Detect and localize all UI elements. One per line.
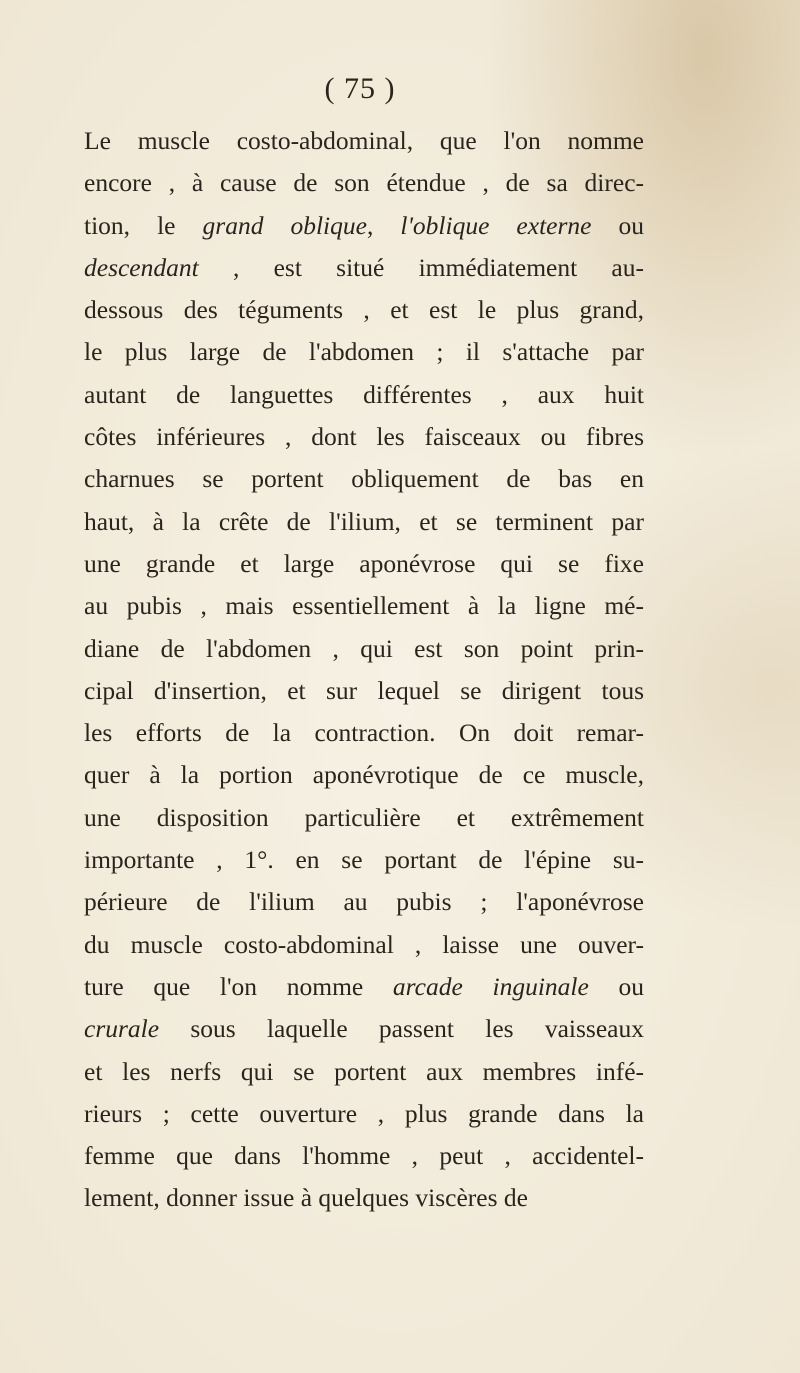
text-line: autant de languettes différentes , aux huit [84,379,644,409]
text-line: encore , à cause de son étendue , de sa direc- [84,168,644,198]
text-line: le plus large de l'abdomen ; il s'attache par [84,337,644,367]
text-line: charnues se portent obliquement de bas en [84,464,644,494]
text-line-mixed: descendant , est situé immédiatement au- [84,252,644,282]
text-line: femme que dans l'homme , peut , accidentel- [84,1141,644,1171]
text-line: dessous des téguments , et est le plus grand, [84,295,644,325]
text-line: haut, à la crête de l'ilium, et se terminent par [84,506,644,536]
text-line: au pubis , mais essentiellement à la ligne mé- [84,591,644,621]
text-line: périeure de l'ilium au pubis ; l'aponévrose [84,887,644,917]
italic-term: descendant [84,252,199,282]
text-line: quer à la portion aponévrotique de ce muscle, [84,760,644,790]
body-text [84,120,644,1220]
text-line-mixed: crurale sous laquelle passent les vaisseaux [84,1014,644,1044]
text-line: les efforts de la contraction. On doit remar- [84,718,644,748]
text-line: rieurs ; cette ouverture , plus grande dans la [84,1098,644,1128]
text-line-mixed: tion, le grand oblique, l'oblique externe ou [84,210,644,240]
text-line: une grande et large aponévrose qui se fixe [84,548,644,578]
text-line: importante , 1°. en se portant de l'épine su- [84,845,644,875]
italic-term: arcade inguinale [392,971,589,1001]
text-line: et les nerfs qui se portent aux membres infé- [84,1056,644,1086]
page-number: ( 75 ) [324,72,396,105]
text-line: cipal d'insertion, et sur lequel se dirigent tous [84,675,644,705]
text-line: Le muscle costo-abdominal, que l'on nomme [84,126,644,155]
text-line: lement, donner issue à quelques viscères de [84,1183,528,1213]
text-line-mixed: ture que l'on nomme arcade inguinale ou [84,971,645,1001]
italic-term: l'oblique externe [400,210,592,240]
text-line: une disposition particulière et extrêmement [84,802,644,832]
text-line: du muscle costo-abdominal , laisse une ouver- [84,929,644,959]
italic-term: grand oblique [202,210,367,240]
text-line: diane de l'abdomen , qui est son point prin- [84,633,644,663]
text-line: côtes inférieures , dont les faisceaux ou fibres [84,422,644,452]
italic-term: crurale [84,1014,160,1044]
